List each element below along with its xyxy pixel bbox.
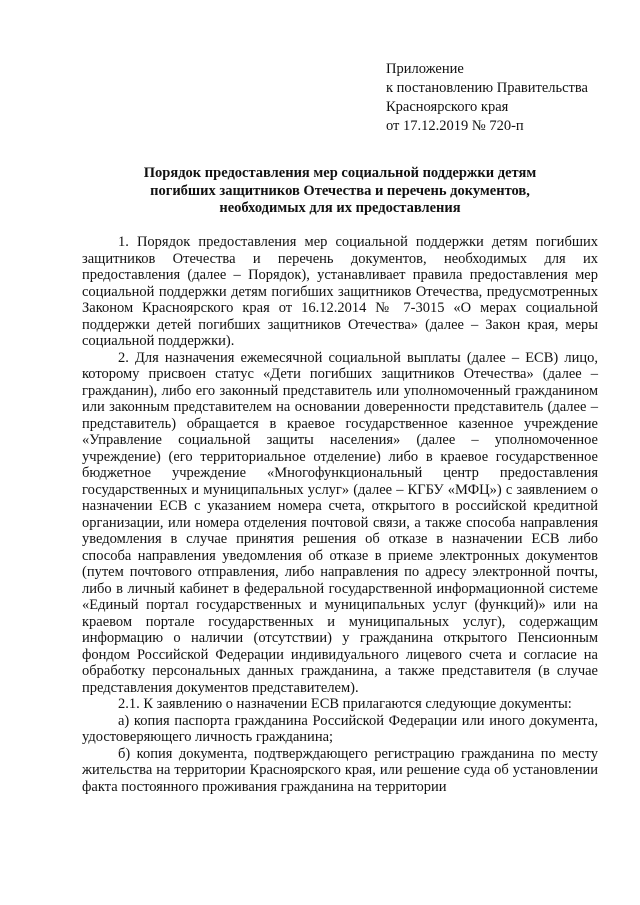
paragraph-item-a: а) копия паспорта гражданина Российской Федерации или иного документа, удостоверяющего личность гражданина; [82, 712, 598, 745]
title-line: Порядок предоставления мер социальной поддержки детям [143, 165, 537, 181]
appendix-line: от 17.12.2019 № 720-п [386, 118, 524, 134]
title-line: погибших защитников Отечества и перечень документов, [150, 182, 530, 199]
appendix-line: Красноярского края [386, 99, 509, 115]
title-line: необходимых для их предоставления [219, 200, 461, 216]
paragraph-1: 1. Порядок предоставления мер социальной поддержки детям погибших защитников Отечества и перечень документов, необходимых для их предоставления (далее – Порядок), устанавливает правила предоставления мер социальной поддержки детям погибших защитников Отечества, предусмотренных Законом Красноярского края от 16.12.2014 № 7-3015 «О мерах социальной поддержки детей погибших защитников Отечества» (далее – Закон края, меры социальной поддержки). [82, 234, 598, 349]
appendix-line: к постановлению Правительства [386, 80, 588, 96]
appendix-line: Приложение [386, 61, 464, 77]
document-title [80, 165, 600, 218]
paragraph-item-b: б) копия документа, подтверждающего регистрацию гражданина по месту жительства на территории Красноярского края, или решение суда об установлении факта постоянного проживания гражданина на территории [82, 745, 598, 795]
paragraph-2-1: 2.1. К заявлению о назначении ЕСВ прилагаются следующие документы: [118, 696, 572, 712]
document-body [82, 234, 598, 795]
paragraph-2: 2. Для назначения ежемесячной социальной выплаты (далее – ЕСВ) лицо, которому присвоен статус «Дети погибших защитников Отечества» (далее – гражданин), либо его законный представитель или уполномоченный гражданином или законным представителем на основании доверенности представитель (далее – представитель) обращается в краевое государственное казенное учреждение «Управление социальной защиты населения» (далее – уполномоченное учреждение) (его территориальное отделение) либо в краевое государственное бюджетное учреждение «Многофункциональный центр предоставления государственных и муниципальных услуг» (далее – КГБУ «МФЦ») с заявлением о назначении ЕСВ с указанием номера счета, открытого в российской кредитной организации, или номера отделения почтовой связи, а также способа направления уведомления в случае принятия решения об отказе в назначении ЕСВ либо способа направления уведомления об отказе в приеме электронных документов (путем почтового отправления, либо направления по адресу электронной почты, либо в личный кабинет в федеральной государственной информационной системе «Единый портал государственных и муниципальных услуг (функций)» или на краевом портале государственных и муниципальных услуг), содержащим информацию о наличии (отсутствии) у гражданина открытого Пенсионным фондом Российской Федерации индивидуального лицевого счета и согласие на обработку персональных данных гражданина, а также представителя (в случае представления документов представителем). [82, 349, 598, 696]
appendix-header [386, 60, 588, 136]
